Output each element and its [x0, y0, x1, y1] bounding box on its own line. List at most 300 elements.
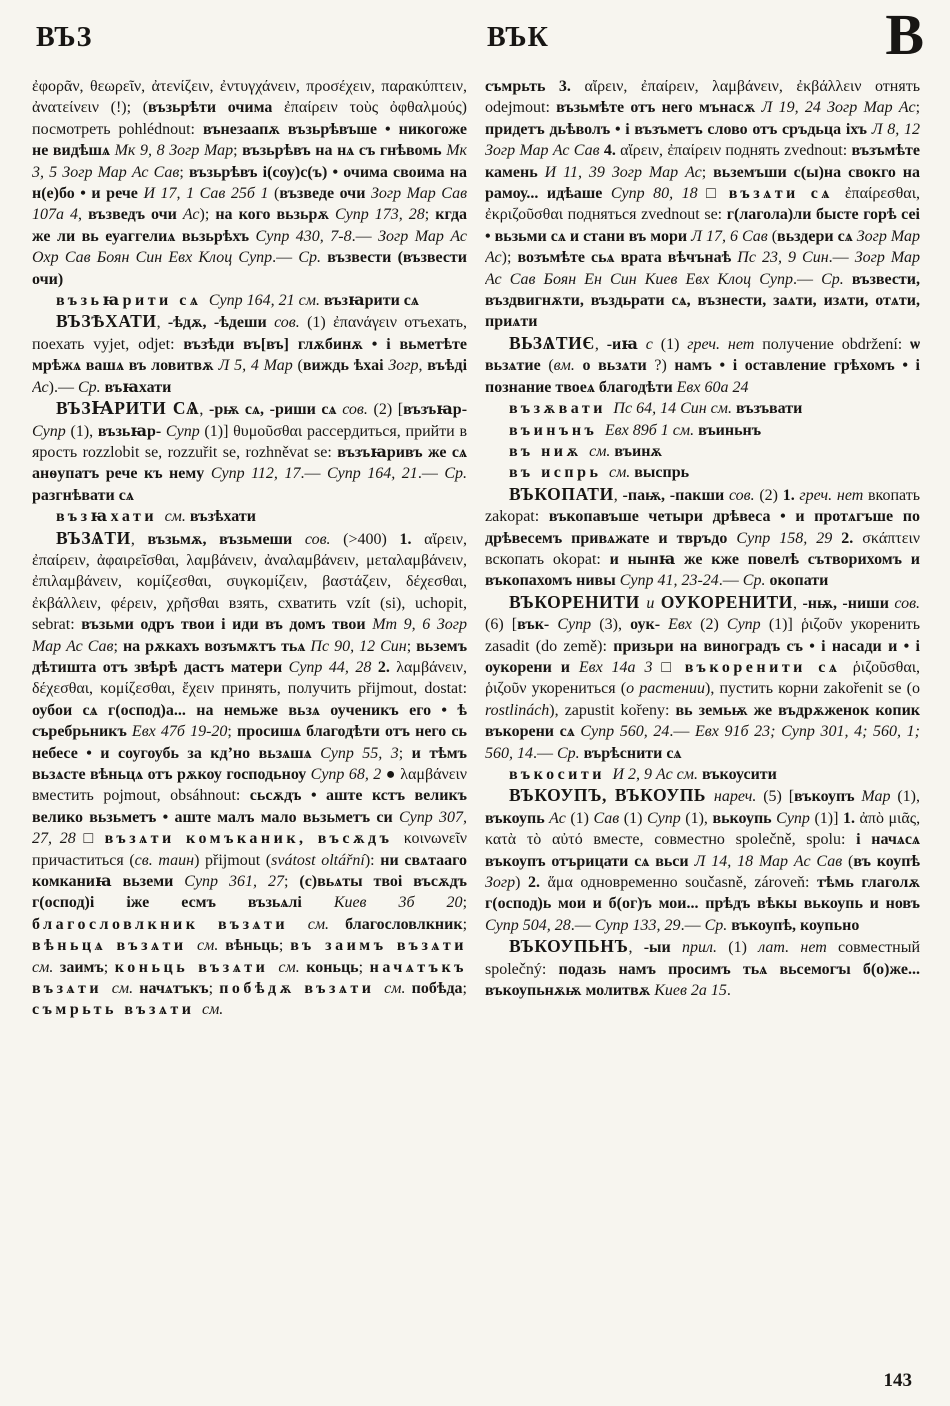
text-run-i: Супр 361, 27	[184, 873, 284, 891]
text-run-i: Л 5, 4 Мар	[218, 357, 293, 375]
text-run-i: Мт 9, 6 Зогр Мар Ас Сав	[32, 616, 467, 655]
dictionary-paragraph	[485, 76, 920, 333]
text-run-i: Евх 91б 23; Супр 301, 4; 560, 1; 560, 14	[485, 723, 920, 762]
text-run-sp: въинънъ	[509, 421, 605, 439]
text-run-i: св. таин	[134, 851, 195, 869]
dictionary-paragraph	[485, 420, 920, 441]
dictionary-paragraph	[485, 462, 920, 483]
text-run-c: въ коупѣ	[853, 852, 920, 870]
running-head	[0, 0, 950, 72]
text-run-c: окопати	[769, 572, 829, 590]
text-run-c: -паѭ, -пакши	[622, 486, 729, 504]
text-run-r: ;	[462, 915, 467, 933]
text-run-c: кгда же ли вь еуаггелиѧ вьзьрѣхъ	[32, 206, 467, 245]
text-run-r: причаститься (	[32, 851, 135, 869]
text-run-c: вък-	[517, 616, 558, 634]
text-run-i: Ср.	[742, 572, 770, 590]
text-run-c: і начѧсѧ въкоупъ отърицати сѧ вьси	[485, 831, 920, 870]
text-run-h: ВЪКОРЕНИТИ	[509, 591, 647, 612]
text-run-i: см.	[164, 508, 190, 526]
text-run-c: въкоупѣ, коупьно	[731, 916, 860, 934]
text-run-r: (1)	[299, 314, 334, 332]
text-run-r: укорениться (	[531, 680, 627, 698]
text-run-i: Киев 3б 20	[333, 894, 463, 912]
text-run-r: ,	[78, 206, 89, 224]
right-column	[485, 76, 920, 1366]
text-run-i: Ас	[32, 378, 49, 396]
text-run-b: 1.	[399, 530, 425, 548]
text-run-c: тѣмь глаголѫ г(оспод)ь мои и б(ог)ъ мои... прѣдъ вѣкы вькоупь и новъ	[485, 874, 920, 913]
text-run-r: □	[652, 658, 685, 676]
text-run-r: ●	[381, 766, 401, 783]
text-run-i: Супр 307, 27, 28	[32, 808, 467, 848]
text-run-g: λαμβάνειν, δέχεσθαι, κομίζεσθαι, ἔχειν	[32, 658, 467, 698]
text-run-r: .—	[680, 916, 705, 934]
text-run-h: ВЪЗꙖРИТИ СѦ	[56, 398, 200, 419]
text-run-b: 4.	[603, 142, 621, 160]
text-run-c: възьмѣте отъ него мънасѫ	[556, 99, 762, 117]
text-run-i: лат. нет	[758, 939, 827, 957]
text-run-c: възꙗрити сѧ	[323, 292, 419, 310]
text-run-r: (1)	[565, 809, 594, 827]
text-run-i: Супр	[726, 616, 761, 634]
text-run-r: .	[726, 982, 731, 1000]
text-run-r: ,	[792, 594, 803, 612]
text-run-i: Супр 164, 21	[326, 465, 418, 483]
text-run-i: Супр 164, 21 см.	[208, 292, 324, 310]
text-run-c: возъмѣте сьѧ врата вѣчънаѣ	[517, 249, 738, 267]
text-run-c: разгнѣвати сѧ	[32, 486, 134, 504]
text-run-r: (	[268, 185, 280, 203]
text-run-c: възьрѣвъ і(соу)с(ъ) • очима своима на н(е)бо • и рече	[32, 163, 467, 203]
text-run-i: см.	[278, 958, 307, 976]
text-run-sp: възѧти сѧ	[728, 185, 845, 203]
text-run-r: .—	[300, 465, 327, 483]
text-run-i: Мк 3, 5 Зогр Мар Ас Сав	[32, 142, 467, 181]
text-run-c: призьри на виноградъ съ • і насади и • і оукорени и	[485, 637, 920, 676]
text-run-r: принять, получить přijmout, dostat:	[221, 680, 467, 698]
guide-word-center: ВЪК	[487, 22, 549, 53]
text-run-c: придетъ дьѣволъ • і възъметъ слово отъ сръдьца іхъ	[485, 120, 872, 138]
text-run-i: Евх	[668, 616, 692, 634]
dictionary-paragraph	[485, 484, 920, 592]
text-run-c: въкопавъше четыри дрѣвеса • и протѧгъше по дрѣвесемъ привѧжате и твръдо	[485, 508, 920, 547]
page-number: 143	[883, 1370, 912, 1391]
text-run-c: въꙗхати	[104, 378, 172, 396]
dictionary-paragraph	[32, 290, 467, 311]
dictionary-paragraph	[485, 764, 920, 785]
text-run-r: (2) [	[367, 401, 404, 419]
text-run-i: Л 19, 24 Зогр Мар Ас	[761, 99, 916, 117]
text-run-i: Л 8, 12 Зогр Мар Ас Сав	[485, 120, 920, 160]
text-run-r: (	[292, 357, 303, 375]
text-run-i: Ас	[549, 809, 566, 827]
text-run-h: ВЪЗѦТИ	[56, 527, 131, 548]
text-run-r: ;	[424, 206, 436, 224]
dictionary-paragraph	[485, 333, 920, 398]
text-run-r: (5) [	[756, 788, 795, 806]
text-run-r: ), zapustit kořeny:	[549, 701, 676, 719]
text-run-i: Супр 41, 23-24	[619, 572, 719, 590]
text-run-r: ;	[208, 980, 220, 998]
text-run-i: Супр	[646, 809, 681, 827]
text-run-r: □	[75, 830, 105, 848]
text-run-c: -иꙗ	[606, 335, 646, 353]
text-run-h: ВЪЗѢХАТИ	[56, 311, 157, 332]
text-run-c: възъмѣте камень	[485, 142, 920, 181]
guide-word-left: ВЪЗ	[36, 22, 93, 53]
text-run-r: посмотреть pohlédnout:	[32, 120, 203, 138]
text-run-sp: съмрьть възѧти	[32, 1001, 202, 1019]
dictionary-paragraph	[485, 398, 920, 419]
text-run-c: вьземъ дѣтишта отъ звѣрѣ дастъ матери	[32, 637, 467, 676]
text-run-r: ,	[199, 401, 210, 419]
text-run-g: ἐπαίρεσθαι, ἐκριζοῦσθαι	[485, 185, 920, 224]
text-run-r: ;	[227, 723, 237, 741]
text-run-r: вкопать zakopat:	[485, 486, 920, 526]
text-run-r: ;	[103, 958, 115, 976]
text-run-c: върѣснити сѧ	[583, 744, 682, 762]
text-run-i: сов.	[274, 314, 300, 332]
text-run-i: см.	[589, 442, 615, 460]
text-run-b: 2.	[841, 529, 863, 547]
text-run-r: (1)	[619, 809, 647, 827]
text-run-c: възьрѣвъ на нѧ съ гнѣвомь	[242, 142, 447, 160]
text-run-g: ἅμα	[547, 874, 581, 892]
text-run-i: Пс 64, 14 Син см.	[613, 400, 736, 418]
text-run-c: благословлкник	[345, 915, 463, 933]
text-run-i: сов.	[304, 530, 331, 548]
text-run-i: Супр 80, 18	[610, 185, 698, 203]
text-run-c: възѣди въ[въ] глѫбинѫ • і вьметѣте мрѣжѧ вашѧ въ ловитвѫ	[32, 335, 467, 375]
text-run-i: Супр 173, 28	[334, 206, 425, 224]
text-run-i: Мар	[861, 788, 891, 806]
text-run-r: взять, схватить vzít (si), uchopit, sebrat:	[32, 594, 467, 634]
text-run-r: ;	[283, 873, 300, 891]
text-run-r: .—	[793, 270, 822, 288]
text-run-r: подняться zvednout se:	[567, 206, 727, 224]
text-run-r: отъехать, поехать vyjet, odjet:	[32, 314, 467, 353]
text-run-sp: възѧти комъканик, въсѫдъ	[104, 830, 404, 848]
text-run-c: начѧтъкъ	[139, 980, 209, 998]
text-run-sp: въкоренити сѧ	[684, 658, 853, 676]
text-run-b: 3.	[558, 78, 585, 95]
text-run-i: Супр	[32, 422, 66, 440]
dictionary-paragraph	[32, 311, 467, 398]
text-run-r: ,	[628, 939, 644, 957]
text-run-c: въкоупъ	[794, 788, 862, 806]
text-run-sp: благословлкник възѧти	[32, 915, 308, 933]
text-run-r: (1),	[680, 809, 713, 827]
text-run-i: И 11, 39 Зогр Мар Ас	[544, 163, 702, 181]
text-run-i: нареч.	[713, 788, 757, 806]
text-run-c: въкоусити	[701, 766, 777, 783]
text-run-g: ἀπὸ μιᾶς, κατὰ τὸ αὐτό	[485, 809, 920, 849]
text-run-r: (3),	[591, 616, 631, 634]
text-run-r: (1)	[717, 939, 759, 957]
text-run-r: получение obdržení:	[754, 335, 911, 353]
text-run-b: 1.	[782, 486, 800, 504]
text-run-c: (с)вьѧты твоі въсѫдъ г(оспод)і іже есмъ възьѧлі	[32, 873, 467, 912]
text-run-g: κοινωνεῖν	[403, 830, 467, 848]
text-run-sp: възꙗхати	[56, 508, 165, 526]
text-run-r: .—	[669, 723, 696, 741]
text-run-c: и нынꙗ же кже повелѣ сътворихомъ и въкопахомъ нивы	[485, 550, 920, 590]
text-run-i: см.	[197, 937, 226, 955]
text-run-c: на рѫкахъ возъмѫтъ тьѧ	[122, 637, 311, 655]
text-run-i: Ср.	[444, 465, 467, 483]
text-run-i: Зогр Мар Ас Охр Сав Боян Син Евх Клоц Супр	[32, 227, 467, 267]
text-run-r: ,	[130, 530, 148, 548]
text-run-i: вм.	[553, 357, 583, 375]
text-run-r: ;	[278, 937, 291, 955]
text-run-c: о вьзѧти	[582, 357, 655, 375]
text-run-i: Евх 47б 19-20	[131, 723, 228, 741]
text-run-i: Ас	[182, 206, 200, 224]
text-run-i: Супр 112, 17	[210, 465, 301, 483]
text-run-g: ῥιζοῦν	[800, 616, 851, 634]
text-run-h: ВЪКОУПЪ, ВЪКОУПЬ	[509, 785, 714, 806]
text-run-c: възвести (възвести очи)	[32, 249, 467, 288]
text-run-i: Зогр Мар Ас	[485, 227, 920, 267]
text-run-i: и	[646, 594, 655, 612]
text-run-i: Супр 430, 7-8	[255, 227, 352, 245]
dictionary-paragraph	[485, 592, 920, 764]
text-run-i: Киев 2а 15	[654, 982, 727, 1000]
text-run-c: въѣді	[427, 357, 467, 375]
text-run-i: Ср.	[704, 916, 732, 934]
text-run-r: (1),	[65, 422, 98, 440]
dictionary-paragraph	[485, 936, 920, 1001]
text-run-r: одновременно současně, zároveň:	[580, 874, 818, 892]
text-run-i: Супр 158, 29	[736, 529, 842, 547]
text-run-i: rostlinách	[485, 701, 550, 719]
text-run-r: );	[199, 206, 216, 224]
text-run-r: (2)	[754, 486, 783, 504]
text-run-c: сьсѫдъ • аште кстъ великъ велико вьзьметъ • аште малъ мало вьзьметъ си	[32, 787, 467, 826]
dictionary-paragraph	[485, 785, 920, 936]
text-run-i: Евх 60а 24	[676, 378, 749, 396]
text-run-g: ἐφορᾶν, θεωρεῖν, ἀτενίζειν, ἐντυγχάνειν, προσέχειν, παρακύπτειν, ἀνατείνειν (!); (	[32, 78, 467, 117]
text-run-r: ).—	[48, 378, 78, 396]
text-run-c: выспрь	[634, 464, 690, 482]
text-run-c: г(лагола)ли бысте горѣ сеі • вьзьми сѧ и стани въ мори	[485, 206, 920, 245]
text-run-c: ѡ вьзѧтие	[485, 335, 920, 375]
text-run-i: сов.	[342, 401, 368, 419]
text-run-i: см.	[608, 464, 635, 482]
text-run-i: Пс 23, 9 Син	[737, 249, 829, 267]
text-run-r: ;	[113, 637, 123, 655]
text-run-i: Супр	[557, 616, 592, 634]
text-run-r: .—	[718, 572, 743, 590]
text-run-r: отнять odejmout:	[485, 78, 920, 117]
text-run-i: Супр 68, 2	[310, 766, 382, 783]
text-columns	[0, 72, 950, 1366]
text-run-g: λαμβάνειν	[400, 766, 467, 783]
text-run-c: въиньнъ	[698, 421, 762, 439]
text-run-i: И 2, 9 Ас см.	[612, 766, 702, 783]
text-run-c: въинѫ	[614, 442, 663, 460]
text-run-r: вскопать okopat:	[485, 550, 610, 568]
text-run-r: ;	[406, 637, 417, 655]
text-run-i: Евх 89б 1 см.	[604, 421, 699, 439]
text-run-r: .—	[570, 916, 595, 934]
text-run-g: θυμοῦσθαι	[233, 422, 307, 440]
text-run-sp: вѣньцѧ възѧти	[32, 937, 198, 955]
text-run-r: ;	[462, 980, 467, 998]
text-run-c: оук-	[630, 616, 669, 634]
text-run-r: (1)]	[809, 809, 843, 827]
text-run-c: -нѭ, -ниши	[802, 594, 895, 612]
text-run-c: виждь ѣхаі	[302, 357, 389, 375]
text-run-r: вместе, совместно společně, spolu:	[593, 831, 857, 849]
text-run-i: см.	[32, 958, 60, 976]
text-run-c: ни свѧтааго комканиꙗ вьземи	[32, 851, 467, 891]
text-run-g: ἐπαίρειν τοὺς ὀφθαλμούς)	[272, 99, 467, 117]
text-run-c: възведе очи	[279, 185, 371, 203]
text-run-i: Зогр Мар Сав 107а 4	[32, 185, 467, 224]
text-run-sp: възѫвати	[509, 400, 614, 418]
text-run-i: Супр	[165, 422, 200, 440]
text-run-sp: въ испрь	[509, 464, 609, 482]
text-run-i: Супр 44, 28	[288, 658, 378, 676]
text-run-i: Зогр Мар Ас Сав Боян Ен Син Киев Евх Клоц Супр	[485, 249, 920, 288]
text-run-g: αἴρειν, ἐπαίρειν, λαμβάνειν, ἐκβάλλειν	[584, 78, 876, 95]
text-run-c: заимъ	[59, 958, 104, 976]
text-run-c: вънезаапѫ възьрѣвъше • никогоже не видѣшѧ	[32, 120, 467, 160]
text-run-h: ВЪКОПАТИ	[509, 483, 614, 504]
text-run-r: ;	[179, 163, 189, 181]
text-run-sp: възьꙗрити сѧ	[56, 292, 209, 310]
text-run-r: ,	[594, 335, 607, 353]
text-run-c: вьздери сѧ	[777, 227, 857, 245]
text-run-i: И 17, 1 Сав 25б 1	[143, 185, 269, 203]
text-run-c: и тѣмъ вьзѧсте вѣньцѧ отъ рѫкоу господьноу	[32, 744, 467, 783]
text-run-c: -ѣдѫ, -ѣдеши	[167, 314, 275, 332]
text-run-i: см.	[201, 1001, 224, 1019]
text-run-r: ), пустить корни zakořenit se (o	[704, 680, 920, 698]
text-run-r: (1)]	[760, 616, 801, 634]
text-run-r: совместный společný:	[485, 939, 920, 978]
text-run-i: Евх 14а 3	[578, 658, 653, 676]
dictionary-paragraph	[32, 506, 467, 527]
text-run-sp: побѣдѫ възѧти	[219, 980, 385, 998]
text-run-r: ,	[613, 486, 623, 504]
text-run-c: намъ • і оставление грѣхомъ • і познание твоеѧ благодѣти	[485, 357, 920, 396]
dictionary-paragraph	[485, 441, 920, 462]
text-run-r: ?)	[654, 357, 675, 375]
section-letter: В	[885, 2, 924, 67]
text-run-r: ):	[364, 851, 381, 869]
text-run-c: възѣхати	[189, 508, 256, 526]
text-run-c: възьми одръ твои і иди въ домъ твои	[81, 616, 373, 634]
text-run-r: вместить pojmout, obsáhnout:	[32, 787, 250, 805]
text-run-c: възьꙗр-	[97, 422, 166, 440]
text-run-i: см.	[111, 980, 140, 998]
text-run-r: (1)	[652, 335, 688, 353]
text-run-i: Пс 90, 12 Син	[310, 637, 407, 655]
text-run-c: съмрьть	[485, 78, 559, 95]
text-run-r: ;	[233, 142, 243, 160]
text-run-i: сов.	[728, 486, 755, 504]
text-run-sp: коньць възѧти	[114, 958, 279, 976]
text-run-c: коньць	[306, 958, 359, 976]
text-run-c: вь земьѭ же въдрѫженок копик въкорени сѧ	[485, 701, 920, 741]
text-run-sp: въ заимъ възѧти	[290, 937, 467, 955]
text-run-i: Мк 9, 8 Зогр Мар	[114, 142, 234, 160]
text-run-i: Сав	[593, 809, 620, 827]
dictionary-paragraph	[32, 398, 467, 506]
text-run-i: Супр 133, 29	[594, 916, 681, 934]
text-run-r: □	[697, 185, 729, 203]
text-run-i: Ср.	[77, 378, 105, 396]
text-run-b: 2.	[377, 658, 397, 676]
text-run-r: ;	[398, 744, 412, 762]
text-run-h: ВЬЗѦТИЄ	[509, 332, 595, 353]
text-run-i: прил.	[682, 939, 718, 957]
text-run-r: укоренить zasadit (do země):	[485, 616, 920, 655]
text-run-r: ) přijmout (	[194, 851, 272, 869]
text-run-i: о растении	[626, 680, 705, 698]
text-run-c: оубои сѧ г(оспод)а... на немьже вьзѧ оученикъ его • ѣ съребрьникъ	[32, 701, 467, 741]
text-run-b: 2.	[528, 874, 548, 892]
text-run-r: );	[501, 249, 518, 267]
dictionary-paragraph	[32, 76, 467, 290]
text-run-c: възьмѫ, възьмеши	[147, 530, 305, 548]
text-run-r: (1)]	[199, 422, 234, 440]
text-run-c: възьрѣти очима	[148, 99, 273, 117]
text-run-r: .—	[417, 465, 445, 483]
text-run-i: Ср.	[821, 270, 852, 288]
text-run-r: ;	[462, 894, 467, 912]
text-run-r: (>400)	[330, 530, 400, 548]
text-run-r: поднять zvednout:	[725, 142, 852, 160]
text-run-i: см.	[384, 980, 412, 998]
text-run-c: подазь намъ просимъ тьѧ вьсемогъı б(о)же... въкоупьнѫѭ молитвѫ	[485, 960, 920, 1000]
text-run-sp: начѧтъкъ възѧти	[32, 958, 467, 998]
text-run-i: Супр 560, 24	[580, 723, 670, 741]
text-run-i: см.	[307, 915, 346, 933]
text-run-r: (	[842, 852, 854, 870]
text-run-c: вькоупь	[712, 809, 777, 827]
text-run-h: ВЪКОУПЬНЪ	[509, 936, 629, 957]
text-run-r: .—	[272, 249, 299, 267]
text-run-sp: въкосити	[509, 766, 613, 783]
text-run-r: (	[548, 357, 554, 375]
text-run-r: ,	[418, 357, 428, 375]
text-run-g: ῥιζοῦσθαι, ῥιζοῦν	[485, 658, 920, 698]
text-run-c: -ыи	[643, 939, 683, 957]
text-run-i: Ср.	[557, 744, 584, 762]
text-run-b: 1.	[842, 809, 860, 827]
text-run-r: (6) [	[485, 616, 518, 634]
text-run-sp: въ ниѫ	[509, 442, 590, 460]
text-run-r: ,	[156, 314, 168, 332]
text-run-r: ;	[701, 163, 714, 181]
text-run-h: ОУКОРЕНИТИ	[654, 591, 793, 612]
text-run-i: греч. нет	[799, 486, 864, 504]
text-run-i: svátost oltářní	[271, 851, 365, 869]
text-run-c: на кого вьзьрѫ	[215, 206, 335, 224]
text-run-i: с	[645, 335, 653, 353]
text-run-r: .—	[533, 744, 557, 762]
text-run-c: възъвати	[735, 400, 803, 418]
text-run-r: ;	[358, 958, 370, 976]
text-run-c: въкоупь	[485, 809, 550, 827]
text-run-r: (	[767, 227, 778, 245]
text-run-r: .—	[828, 249, 855, 267]
text-run-g: ἐπανάγειν	[333, 314, 405, 332]
